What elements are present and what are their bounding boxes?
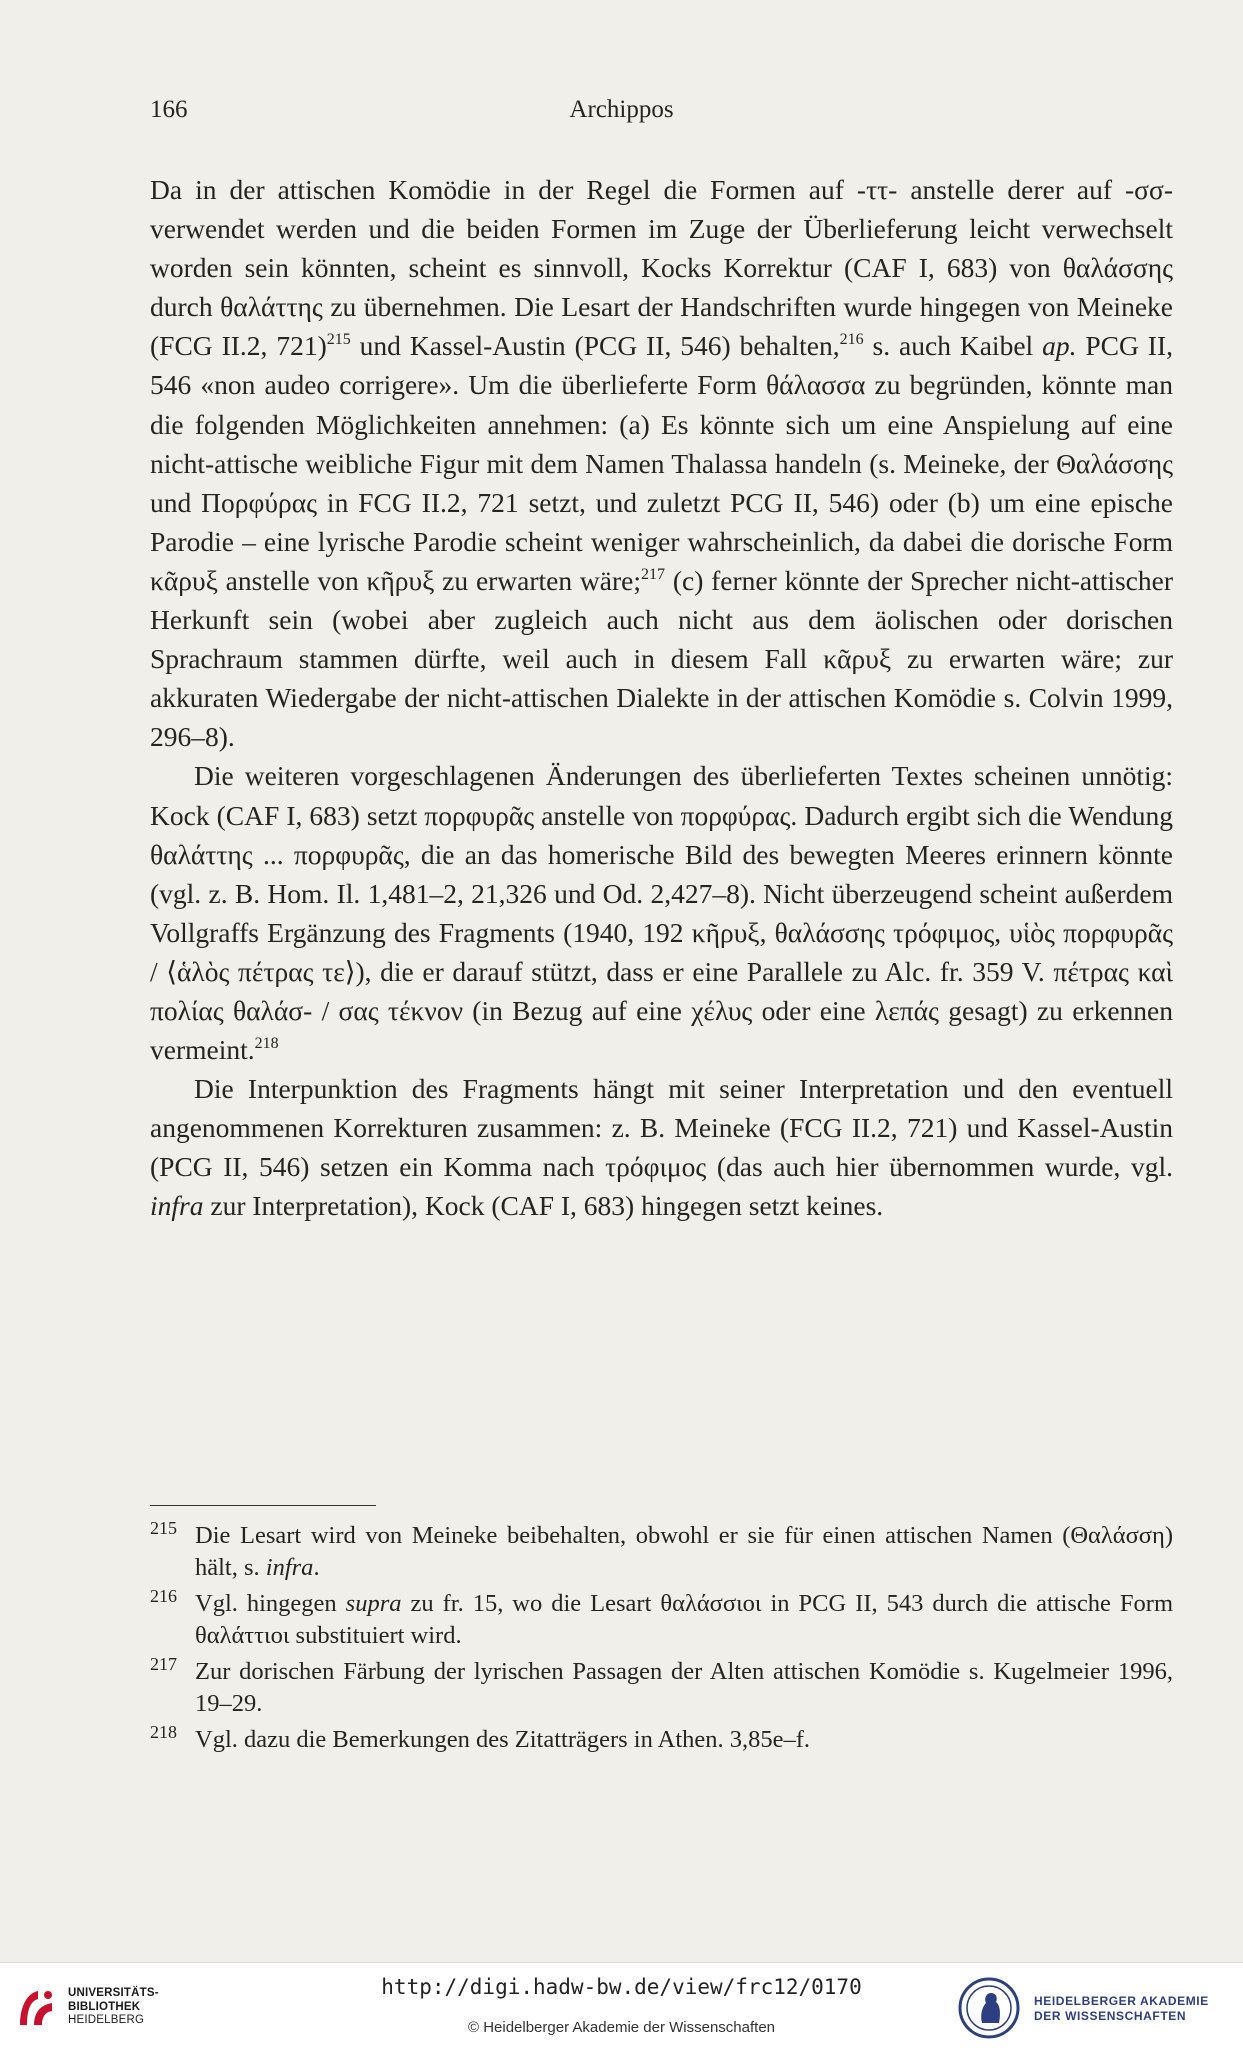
text-run: Die weiteren vorgeschlagenen Änderungen des überlieferten Textes scheinen unnötig: Kock (CAF I, 683) setzt πορφυρᾶς anstelle von πορφύρας. Dadurch ergibt sich die Wendung θαλάττης ... πορφυρᾶς, die an das homerische Bild des bewegten Meeres erinnern könnte (vgl. z. B. Hom. Il. 1,481–2, 21,326 und Od. 2,427–8). Nicht überzeugend scheint außerdem Vollgraffs Ergänzung des Fragments (1940, 192 κῆρυξ, θαλάσσης τρόφιμος, υἱὸς πορφυρᾶς / ⟨ἁλὸς πέτρας τε⟩), die er darauf stützt, dass er eine Parallele zu Alc. fr. 359 V. πέτρας καὶ πολίας θαλάσ- / σας τέκνον (in Bezug auf eine χέλυς oder eine λεπάς gesagt) zu erkennen vermeint. (150, 760, 1173, 1066)
logo-text-line: UNIVERSITÄTS- (68, 1987, 159, 1999)
body-text (150, 170, 1173, 1226)
copyright-notice: © Heidelberger Akademie der Wissenschaften (467, 2019, 776, 2036)
running-head: Archippos (569, 96, 674, 123)
footnote-ref-218[interactable]: 218 (254, 1035, 279, 1053)
italic-text: infra (150, 1190, 204, 1222)
page-number: 166 (150, 96, 188, 123)
viewer-footer (0, 1962, 1243, 2051)
footnote-number: 216 (150, 1586, 177, 1606)
footnotes (150, 1520, 1173, 1760)
text-run: Da in der attischen Komödie in der Regel die Formen auf -ττ- anstelle derer auf -σσ- verwendet werden und die beiden Formen im Zuge der Überlieferung leicht verwechselt worden sein könnten, scheint es sinnvoll, Kocks Korrektur (CAF I, 683) von θαλάσσης durch θαλάττης zu übernehmen. Die Lesart der Handschriften wurde hingegen von Meineke (FCG II.2, 721) (150, 174, 1173, 362)
footnote-217 (150, 1656, 1173, 1720)
logo-text-line: DER WISSENSCHAFTEN (1034, 2008, 1187, 2023)
logo-text-line: BIBLIOTHEK (68, 2000, 141, 2013)
footnote-216 (150, 1588, 1173, 1652)
paragraph-1 (150, 170, 1173, 756)
footnote-divider (150, 1505, 376, 1506)
footnote-215 (150, 1520, 1173, 1584)
text-run: Zur dorischen Färbung der lyrischen Passagen der Alten attischen Komödie s. Kugelmeier 1996, 19–29. (195, 1658, 1173, 1717)
text-run: Die Interpunktion des Fragments hängt mit seiner Interpretation und den eventuell angenommenen Korrekturen zusammen: z. B. Meineke (FCG II.2, 721) und Kassel-Austin (PCG II, 546) setzen ein Komma nach τρόφιμος (das auch hier übernommen wurde, vgl. (150, 1073, 1173, 1183)
text-run: s. auch Kaibel (863, 330, 1043, 362)
text-run: Die Lesart wird von Meineke beibehalten, obwohl er sie für einen attischen Namen (Θαλάσση) hält, s. (195, 1522, 1173, 1581)
text-run: zu fr. 15, wo die Lesart θαλάσσιοι in PCG II, 543 durch die attische Form θαλάττιοι substituiert wird. (195, 1590, 1173, 1649)
text-run: PCG II, 546 «non audeo corrigere». Um die überlieferte Form θάλασσα zu begründen, könnte man die folgenden Möglichkeiten annehmen: (a) Es könnte sich um eine Anspielung auf eine nicht-attische weibliche Figur mit dem Namen Thalassa handeln (s. Meineke, der Θαλάσσης und Πορφύρας in FCG II.2, 721 setzt, und zuletzt PCG II, 546) oder (b) um eine epische Parodie – eine lyrische Parodie scheint weniger wahrscheinlich, da dabei die dorische Form κᾶρυξ anstelle von κῆρυξ zu erwarten wäre; (150, 330, 1173, 596)
footnote-number: 218 (150, 1722, 177, 1742)
hadw-wordmark (1034, 1994, 1209, 2023)
page-header (150, 96, 1093, 132)
text-run: . (313, 1554, 320, 1581)
logo-text-line: HEIDELBERGER AKADEMIE (1034, 1994, 1209, 2008)
footnote-number: 215 (150, 1518, 177, 1538)
footnote-ref-217[interactable]: 217 (641, 565, 666, 583)
italic-text: ap. (1042, 330, 1077, 362)
footnote-number: 217 (150, 1654, 177, 1674)
text-run: (c) ferner könnte der Sprecher nicht-attischer Herkunft sein (wobei aber zugleich auch nicht aus dem äolischen oder dorischen Sprachraum stammen dürfte, weil auch in diesem Fall κᾶρυξ zu erwarten wäre; zur akkuraten Wiedergabe der nicht-attischen Dialekte in der attischen Komödie s. Colvin 1999, 296–8). (150, 564, 1174, 753)
paragraph-3 (150, 1069, 1173, 1225)
italic-text: supra (345, 1590, 402, 1617)
footnote-ref-216[interactable]: 216 (839, 331, 864, 349)
paragraph-2 (150, 756, 1173, 1069)
text-run: Vgl. hingegen (195, 1590, 346, 1617)
hadw-logo[interactable] (958, 1977, 1238, 2039)
text-run: und Kassel-Austin (PCG II, 546) behalten, (350, 330, 840, 362)
text-run: zur Interpretation), Kock (CAF I, 683) hingegen setzt keines. (203, 1190, 884, 1222)
hadw-seal-icon (958, 1977, 1020, 2039)
footnote-218 (150, 1724, 1173, 1756)
logo-text-line: HEIDELBERG (68, 2014, 145, 2026)
footnote-ref-215[interactable]: 215 (326, 331, 351, 349)
page-url-link[interactable]: http://digi.hadw-bw.de/view/frc12/0170 (381, 1975, 862, 1999)
italic-text: infra (265, 1554, 314, 1581)
text-run: Vgl. dazu die Bemerkungen des Zitatträgers in Athen. 3,85e–f. (195, 1726, 811, 1753)
